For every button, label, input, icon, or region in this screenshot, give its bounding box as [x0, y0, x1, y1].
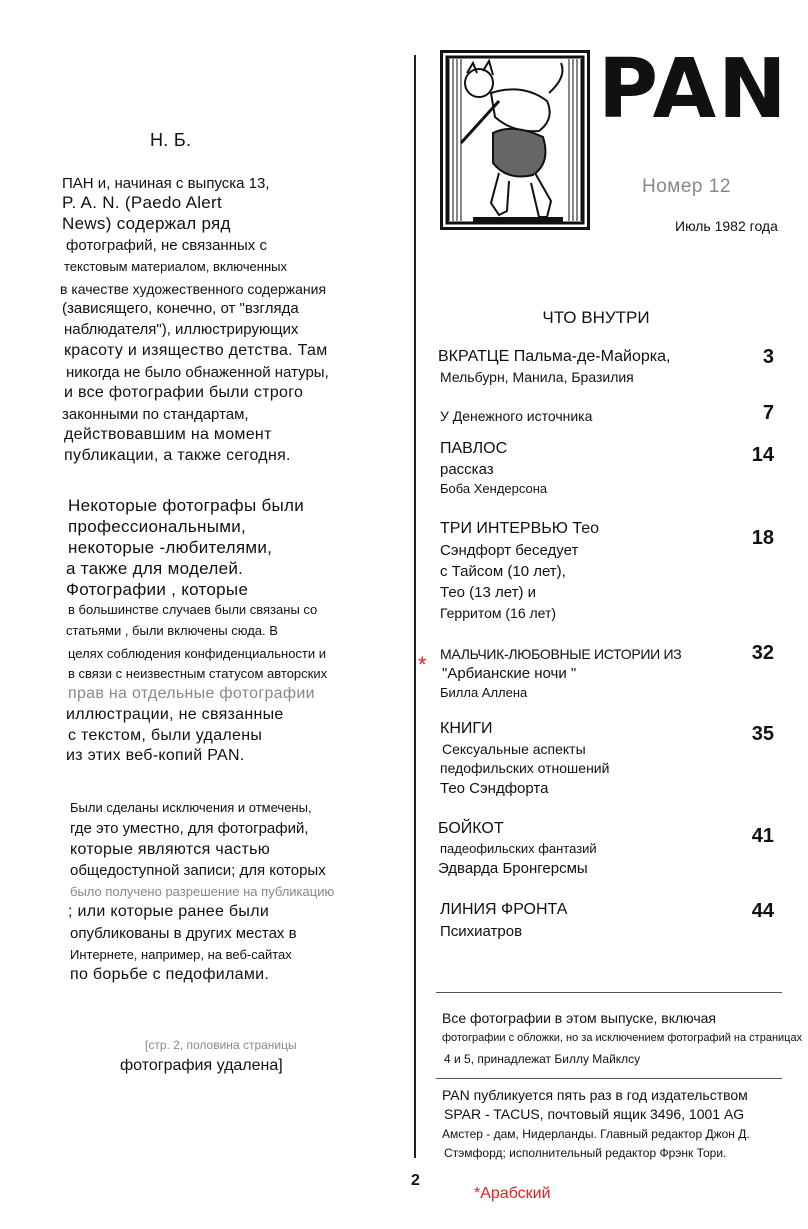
- para1-line: P. A. N. (Paedo Alert: [62, 193, 223, 212]
- footnote-marker: *: [418, 652, 427, 677]
- para3-line: было получено разрешение на публикацию: [70, 884, 335, 899]
- toc-page-number: 18: [751, 527, 774, 549]
- author-initials: Н. Б.: [150, 130, 192, 150]
- faun-illustration-icon: [443, 53, 587, 227]
- toc-page-number: 3: [762, 346, 774, 368]
- para3-line: где это уместно, для фотографий,: [70, 820, 309, 837]
- para3-line: ; или которые ранее были: [68, 903, 270, 920]
- toc-entry-line: Боба Хендерсона: [440, 481, 548, 496]
- para1-line: (зависящего, конечно, от "взгляда: [62, 300, 299, 317]
- publisher-line: Стэмфорд; исполнительный редактор Фрэнк Тори.: [444, 1146, 727, 1160]
- toc-page-number: 44: [751, 900, 774, 922]
- para2-line: в связи с неизвестным статусом авторских: [68, 666, 328, 681]
- toc-entry-title: КНИГИ: [440, 720, 493, 737]
- toc-title: ЧТО ВНУТРИ: [542, 308, 650, 327]
- para2-line: с текстом, были удалены: [68, 727, 263, 744]
- toc-entry-title: ТРИ ИНТЕРВЬЮ Тео: [440, 520, 600, 537]
- para2-line: прав на отдельные фотографии: [68, 685, 315, 702]
- para1-line: никогда не было обнаженной натуры,: [66, 364, 329, 381]
- footnote: *Арабский: [474, 1185, 551, 1202]
- notes-divider-top: [436, 992, 782, 993]
- notes-divider-bottom: [436, 1078, 782, 1079]
- toc-entry: [438, 820, 597, 877]
- toc-entry: [440, 520, 599, 621]
- para3-line: Интернете, например, на веб-сайтах: [70, 947, 292, 962]
- toc-entry-line: Герритом (16 лет): [440, 605, 557, 621]
- toc-page-number: 35: [751, 723, 774, 745]
- toc-entry-line: падеофильских фантазий: [440, 841, 597, 856]
- para1-line: законными по стандартам,: [62, 406, 249, 423]
- toc-entry: [440, 440, 547, 496]
- para2-line: иллюстрации, не связанные: [66, 706, 284, 723]
- toc-entry: [438, 348, 670, 385]
- toc-entry-line: Сексуальные аспекты: [442, 741, 586, 757]
- toc-page-number: 7: [762, 402, 774, 424]
- para3-line: Были сделаны исключения и отмечены,: [70, 800, 312, 815]
- toc-entry: [440, 643, 681, 700]
- toc-entry-title: У Денежного источника: [440, 408, 593, 424]
- issue-number: Номер 12: [642, 176, 731, 197]
- page-number: 2: [411, 1172, 420, 1189]
- toc-page-number: 32: [751, 642, 774, 664]
- toc-entry-line: "Арбианские ночи ": [442, 665, 577, 682]
- photo-credit-line: 4 и 5, принадлежат Биллу Майклсу: [444, 1052, 641, 1066]
- photo-credit-line: Все фотографии в этом выпуске, включая: [442, 1010, 717, 1026]
- para2-line: целях соблюдения конфиденциальности и: [68, 646, 327, 661]
- toc-entry-line: Билла Аллена: [440, 685, 528, 700]
- toc-entry-line: Тео Сэндфорта: [440, 780, 549, 797]
- toc-entry-line: Мельбурн, Манила, Бразилия: [440, 369, 634, 385]
- para1-line: текстовым материалом, включенных: [64, 259, 287, 274]
- toc-page-number: 14: [751, 444, 774, 466]
- para2-line: статьями , были включены сюда. В: [66, 623, 278, 638]
- toc-entry-title: МАЛЬЧИК-ЛЮБОВНЫЕ ИСТОРИИ ИЗ: [440, 646, 682, 662]
- toc-entry: [440, 405, 592, 424]
- para2-line: из этих веб-копий PAN.: [66, 747, 245, 764]
- para1-line: ПАН и, начиная с выпуска 13,: [62, 175, 270, 192]
- magazine-logo: PAN: [598, 42, 789, 137]
- para1-line: и все фотографии были строго: [64, 384, 304, 401]
- para2-line: Фотографии , которые: [66, 580, 249, 599]
- toc-entry-title: ЛИНИЯ ФРОНТА: [440, 901, 568, 918]
- toc-entry-title: БОЙКОТ: [438, 820, 504, 837]
- para1-line: красоту и изящество детства. Там: [64, 342, 328, 359]
- toc-entry-line: Сэндфорт беседует: [440, 542, 579, 559]
- toc-entry-title: ВКРАТЦЕ Пальма-де-Майорка,: [438, 348, 671, 365]
- para1-line: наблюдателя"), иллюстрирующих: [64, 321, 299, 338]
- para2-line: в большинстве случаев были связаны со: [68, 602, 318, 617]
- publisher-line: SPAR - TACUS, почтовый ящик 3496, 1001 AG: [444, 1106, 745, 1122]
- para3-line: общедоступной записи; для которых: [70, 862, 326, 879]
- toc-entry-title: ПАВЛОС: [440, 440, 508, 457]
- toc-entry-line: Тео (13 лет) и: [440, 584, 537, 601]
- issue-date: Июль 1982 года: [675, 218, 778, 234]
- para3-line: которые являются частью: [70, 841, 271, 858]
- para2-line: а также для моделей.: [66, 559, 244, 578]
- photo-removed-note: [стр. 2, половина страницы: [145, 1038, 297, 1052]
- toc-entry-line: Психиатров: [440, 923, 523, 940]
- toc-entry-line: рассказ: [440, 461, 494, 478]
- toc-entry: [440, 720, 609, 797]
- para1-line: публикации, а также сегодня.: [64, 447, 291, 464]
- para1-line: News) содержал ряд: [62, 214, 231, 233]
- para1-line: фотографий, не связанных с: [66, 237, 267, 254]
- publisher-line: Амстер - дам, Нидерланды. Главный редактор Джон Д.: [442, 1127, 750, 1141]
- para2-line: Некоторые фотографы были: [68, 496, 305, 515]
- para2-line: профессиональными,: [68, 517, 247, 536]
- publisher-line: PAN публикуется пять раз в год издательством: [442, 1087, 748, 1103]
- toc-entry: [440, 901, 567, 940]
- para3-line: опубликованы в других местах в: [70, 925, 297, 942]
- toc-entry-line: с Тайсом (10 лет),: [440, 563, 566, 580]
- cover-illustration: [440, 50, 590, 230]
- para3-line: по борьбе с педофилами.: [70, 966, 270, 983]
- column-divider: [414, 55, 416, 1158]
- para1-line: действовавшим на момент: [64, 426, 272, 443]
- toc-page-number: 41: [751, 825, 774, 847]
- para1-line: в качестве художественного содержания: [60, 281, 327, 297]
- toc-entry-line: педофильских отношений: [440, 760, 610, 776]
- para2-line: некоторые -любителями,: [68, 538, 273, 557]
- photo-removed-note: фотография удалена]: [120, 1057, 283, 1074]
- toc-entry-line: Эдварда Бронгерсмы: [438, 860, 588, 877]
- photo-credit-line: фотографии с обложки, но за исключением фотографий на страницах: [442, 1032, 803, 1044]
